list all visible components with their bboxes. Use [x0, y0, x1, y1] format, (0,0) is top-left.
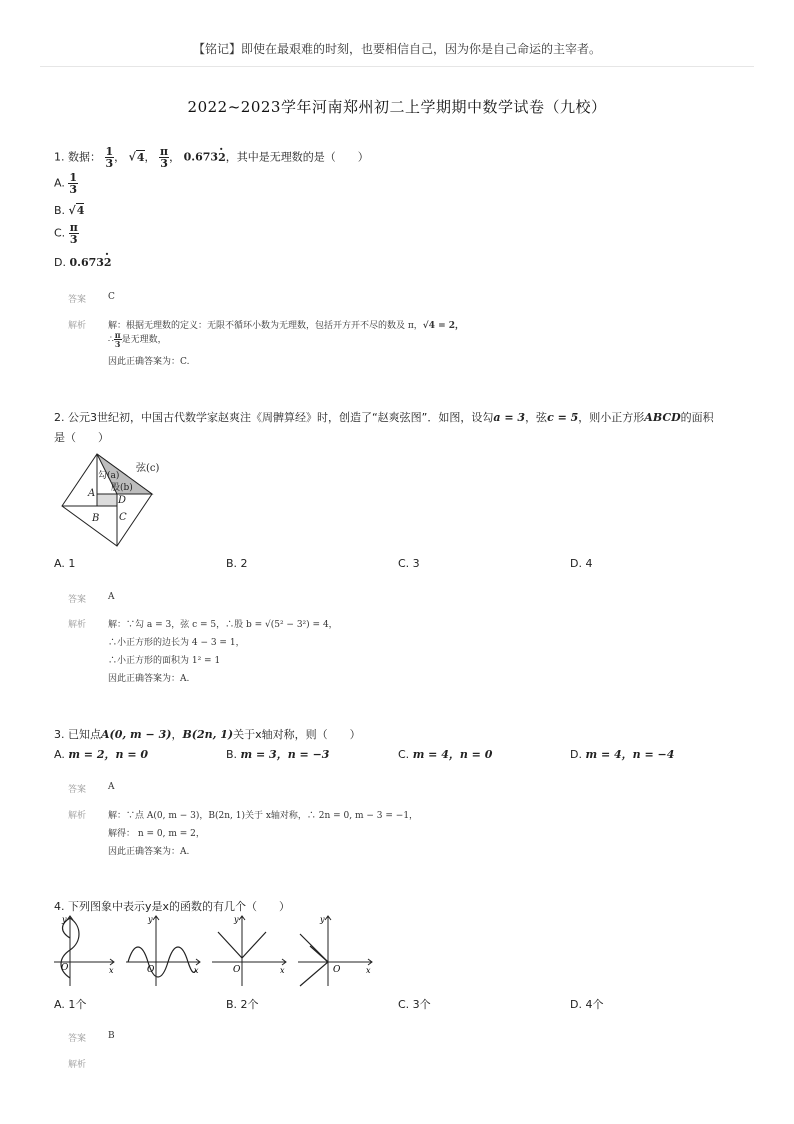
q3-option-a[interactable]: A. m = 2，n = 0	[54, 748, 149, 761]
q4-answer-value: B	[108, 1031, 115, 1041]
graph1-origin: O	[61, 963, 69, 973]
q4-graph-3	[210, 912, 290, 988]
graph4-y-label: y	[320, 915, 325, 924]
zhao-shuang-diagram	[56, 452, 160, 548]
graph4-origin: O	[333, 965, 341, 975]
q4-graph-4	[296, 912, 376, 988]
graph2-x-label: x	[194, 966, 199, 975]
q1-answer-value: C	[108, 292, 115, 302]
q1-analysis-label: 解析	[68, 321, 87, 331]
page-title: 2022~2023学年河南郑州初二上学期期中数学试卷（九校）	[187, 98, 607, 116]
q3-option-d[interactable]: D. m = 4，n = −4	[570, 748, 675, 761]
q2-analysis-line3: ∴小正方形的面积为 1² = 1	[108, 656, 221, 666]
q1-option-b[interactable]: B. √4	[54, 204, 85, 217]
fig-label-d: D	[118, 495, 127, 506]
q2-question-line1: 2. 公元3世纪初，中国古代数学家赵爽注《周髀算经》时，创造了“赵爽弦图”．如图，设勾a = 3，弦c = 5，则小正方形ABCD的面积	[54, 411, 714, 424]
fig-label-a: A	[88, 488, 96, 499]
q1-prefix: 1. 数据：	[54, 150, 101, 164]
q1-sqrt4: √4	[128, 150, 145, 164]
q3-analysis-line2: 解得： n = 0, m = 2，	[108, 829, 205, 839]
graph2-y-label: y	[148, 915, 153, 924]
q1-question: 1. 数据： $\frac{1}{3}$ ， √4， $\frac{\pi}{3}$ ， 0.673· 2，其中是无理数的是（ ）	[54, 146, 369, 169]
q1-suffix: ，其中是无理数的是（ ）	[225, 150, 369, 164]
q4-option-a[interactable]: A. 1个	[54, 998, 87, 1011]
motto: 【铭记】即使在最艰难的时刻，也要相信自己，因为你是自己命运的主宰者。	[192, 42, 601, 56]
q3-question: 3. 已知点A(0, m − 3)，B(2n, 1)关于x轴对称，则（ ）	[54, 728, 361, 741]
q3-answer-label: 答案	[68, 785, 87, 795]
q4-analysis-label: 解析	[68, 1060, 87, 1070]
q3-analysis-label: 解析	[68, 811, 87, 821]
graph4-x-label: x	[366, 966, 371, 975]
header-divider	[40, 66, 754, 67]
graph3-x-label: x	[280, 966, 285, 975]
q4-option-c[interactable]: C. 3个	[398, 998, 431, 1011]
graph3-origin: O	[233, 965, 241, 975]
fig-label-gou: 勾(a)	[98, 471, 120, 481]
q3-option-c[interactable]: C. m = 4，n = 0	[398, 748, 493, 761]
q2-question-line2: 是（ ）	[54, 431, 109, 444]
q1-analysis-line1: 解：根据无理数的定义：无限不循环小数为无理数，包括开方开不尽的数及 π，√4 = 2，	[108, 321, 465, 331]
fig-label-c: C	[119, 512, 127, 523]
q4-question: 4. 下列图象中表示y是x的函数的有几个（ ）	[54, 900, 291, 913]
fig-label-xian: 弦(c)	[136, 463, 160, 474]
q1-repeating-decimal: 0.673· 2	[184, 151, 226, 164]
q3-analysis-line3: 因此正确答案为：A.	[108, 847, 190, 857]
q3-analysis-line1: 解：∵点 A(0, m − 3)，B(2n, 1)关于 x轴对称，∴ 2n = 0, m − 3 = −1，	[108, 811, 419, 821]
fig-label-gu: 股(b)	[111, 483, 133, 493]
q1-option-c[interactable]: C. $\frac{\pi}{3}$	[54, 221, 78, 246]
q2-option-d[interactable]: D. 4	[570, 557, 593, 570]
q2-analysis-line2: ∴小正方形的边长为 4 − 3 = 1，	[108, 638, 245, 648]
q1-option-d[interactable]: D. 0.673· 2	[54, 256, 112, 269]
q1-analysis-line3: 因此正确答案为：C.	[108, 357, 190, 367]
q1-frac-one-third: $\frac{1}{3}$	[105, 145, 114, 170]
q4-graph-2	[124, 912, 204, 988]
q4-option-b[interactable]: B. 2个	[226, 998, 259, 1011]
q2-option-b[interactable]: B. 2	[226, 557, 248, 570]
q2-analysis-line1: 解：∵勾 a = 3，弦 c = 5，∴股 b = √(5² − 3²) = 4，	[108, 620, 338, 630]
q3-option-b[interactable]: B. m = 3，n = −3	[226, 748, 330, 761]
q2-option-a[interactable]: A. 1	[54, 557, 76, 570]
q2-answer-value: A	[108, 592, 115, 602]
graph1-x-label: x	[109, 966, 114, 975]
q4-option-d[interactable]: D. 4个	[570, 998, 604, 1011]
q2-answer-label: 答案	[68, 595, 87, 605]
graph1-y-label: y	[62, 915, 67, 924]
q2-analysis-line4: 因此正确答案为：A.	[108, 674, 190, 684]
q2-analysis-label: 解析	[68, 620, 87, 630]
q1-frac-pi-third: $\frac{\pi}{3}$	[160, 145, 169, 170]
q2-option-c[interactable]: C. 3	[398, 557, 420, 570]
graph2-origin: O	[147, 965, 155, 975]
q1-analysis-line2: ∴ $\frac{\pi}{3}$ 是无理数，	[108, 330, 167, 349]
fig-label-b: B	[92, 513, 100, 524]
q4-graph-1	[52, 912, 118, 988]
q4-answer-label: 答案	[68, 1034, 87, 1044]
graph3-y-label: y	[234, 915, 239, 924]
q3-answer-value: A	[108, 782, 115, 792]
q1-option-a[interactable]: A. $\frac{1}{3}$	[54, 171, 77, 196]
q1-answer-label: 答案	[68, 295, 87, 305]
